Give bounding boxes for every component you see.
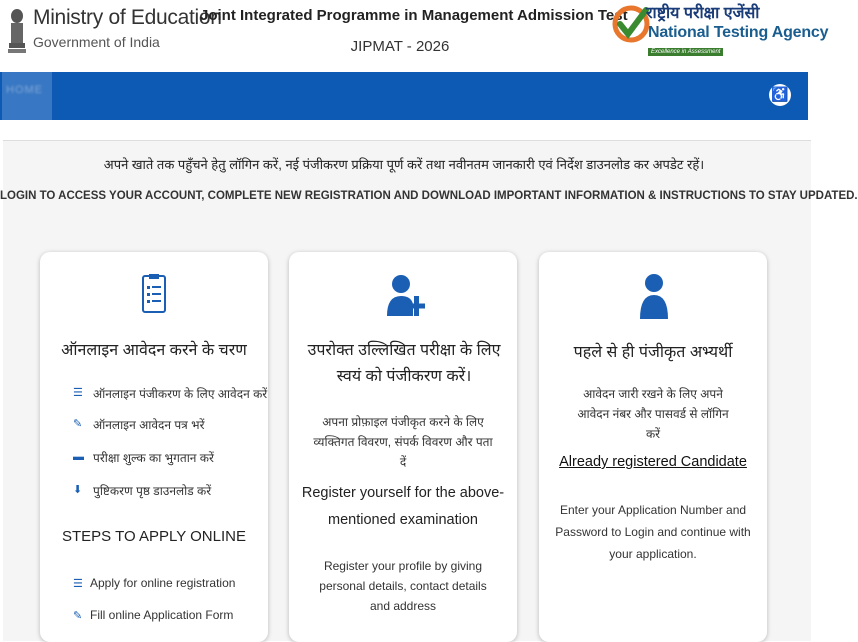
already-registered-link[interactable]: Already registered Candidate <box>559 454 747 470</box>
login-desc-hindi: आवेदन जारी रखने के लिए अपने आवेदन नंबर और पासवर्ड से लॉगिन करें <box>577 387 729 441</box>
register-title-english: Register yourself for the above-mentioned examination <box>301 485 505 528</box>
nta-tagline: Excellence in Assessment <box>648 48 723 56</box>
nta-english-name: National Testing Agency <box>648 24 829 41</box>
steps-title-english: STEPS TO APPLY ONLINE <box>62 528 246 545</box>
nta-hindi-name: राष्ट्रीय परीक्षा एजेंसी <box>646 5 760 22</box>
edit-icon: ✎ <box>73 610 83 622</box>
login-title-hindi: पहले से ही पंजीकृत अभ्यर्थी <box>573 344 733 361</box>
nav-home-button[interactable] <box>2 72 52 120</box>
steps-title-hindi: ऑनलाइन आवेदन करने के चरण <box>61 342 247 359</box>
exam-code: JIPMAT - 2026 <box>350 38 450 55</box>
payment-card-icon: ▬ <box>73 451 84 463</box>
register-title-hindi: उपरोक्त उल्लिखित परीक्षा के लिए स्वयं को पंजीकरण करें। <box>307 342 501 385</box>
nta-check-logo-icon <box>612 4 650 48</box>
register-desc-hindi: अपना प्रोफ़ाइल पंजीकृत करने के लिए व्यक्तिगत विवरण, संपर्क विवरण और पता दें <box>313 415 493 469</box>
step-en-1: Apply for online registration <box>90 576 236 590</box>
accessibility-icon: ♿ <box>771 86 789 102</box>
edit-icon: ✎ <box>73 418 83 430</box>
login-desc-english: Enter your Application Number and Password to Login and continue with your application. <box>555 503 751 561</box>
accessibility-button[interactable] <box>769 84 791 106</box>
step-en-2: Fill online Application Form <box>90 608 234 622</box>
top-navbar <box>0 72 808 120</box>
site-header <box>0 0 829 72</box>
register-desc-english: Register your profile by giving personal details, contact details and address <box>319 559 487 613</box>
step-hi-4: पुष्टिकरण पृष्ठ डाउनलोड करें <box>93 484 212 498</box>
intro-hindi: अपने खाते तक पहुँचने हेतु लॉगिन करें, नई पंजीकरण प्रक्रिया पूर्ण करें तथा नवीनतम जानकारी एवं निर्देश डाउनलोड कर अपडेट रहें। <box>103 157 705 172</box>
step-hi-2: ऑनलाइन आवेदन पत्र भरें <box>93 418 205 432</box>
list-icon: ☰ <box>73 387 83 399</box>
step-hi-1: ऑनलाइन पंजीकरण के लिए आवेदन करें <box>93 387 268 401</box>
step-hi-3: परीक्षा शुल्क का भुगतान करें <box>93 451 214 465</box>
intro-english: LOGIN TO ACCESS YOUR ACCOUNT, COMPLETE NEW REGISTRATION AND DOWNLOAD IMPORTANT INFORMATION & INSTRUCTIONS TO STAY UPDATED. <box>0 190 858 202</box>
add-user-icon <box>387 274 425 318</box>
exam-title: Joint Integrated Programme in Management Admission Test <box>200 7 628 24</box>
download-icon: ⬇ <box>73 484 83 496</box>
national-emblem-icon <box>6 6 28 56</box>
user-icon <box>640 273 668 319</box>
ministry-subtitle: Government of India <box>33 34 160 50</box>
nav-home-label: HOME <box>6 84 43 96</box>
ministry-title: Ministry of Education <box>33 6 222 29</box>
application-form-icon <box>142 274 166 314</box>
list-icon: ☰ <box>73 578 83 590</box>
